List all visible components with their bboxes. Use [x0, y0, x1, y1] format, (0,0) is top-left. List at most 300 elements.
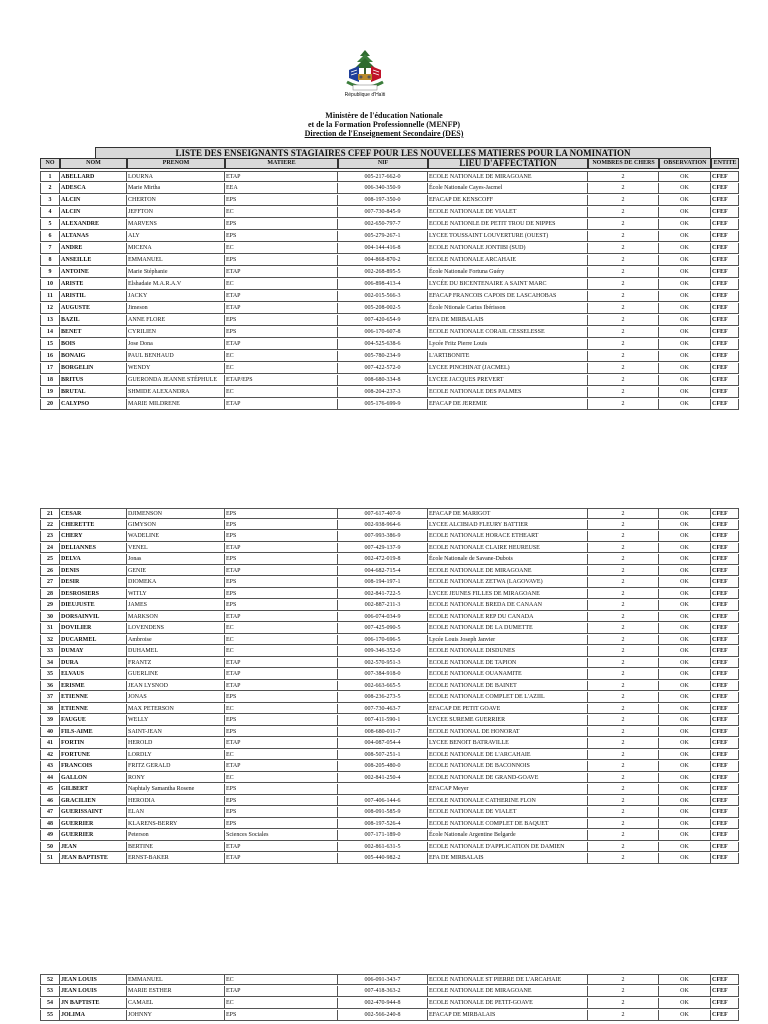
- cell-observation: OK: [659, 623, 711, 634]
- cell-nom: BORGELIN: [60, 363, 127, 374]
- cell-matiere: EC: [225, 646, 338, 657]
- cell-matiere: EPS: [225, 219, 338, 230]
- col-header-lieu: LIEU D'AFFECTATION: [428, 158, 588, 169]
- table-row: [40, 375, 728, 387]
- cell-observation: OK: [659, 171, 711, 182]
- cell-entite: CFEF: [711, 819, 739, 830]
- cell-no: 46: [40, 796, 60, 807]
- cell-no: 7: [40, 243, 60, 254]
- cell-no: 48: [40, 819, 60, 830]
- cell-prenom: SAINT-JEAN: [127, 727, 225, 738]
- cell-observation: OK: [659, 750, 711, 761]
- cell-nombre: 2: [588, 589, 659, 600]
- cell-nom: ALEXANDRE: [60, 219, 127, 230]
- cell-nom: DESIR: [60, 577, 127, 588]
- col-header-nombre: NOMBRES DE CHERS: [588, 158, 659, 169]
- cell-no: 43: [40, 761, 60, 772]
- table-row: [40, 327, 728, 339]
- cell-prenom: DJIMENSON: [127, 508, 225, 519]
- cell-nombre: 2: [588, 531, 659, 542]
- cell-nombre: 2: [588, 255, 659, 266]
- cell-entite: CFEF: [711, 715, 739, 726]
- cell-nom: ETIENNE: [60, 692, 127, 703]
- cell-prenom: LORDLY: [127, 750, 225, 761]
- cell-nom: ANSEILLE: [60, 255, 127, 266]
- cell-prenom: BERTINE: [127, 842, 225, 853]
- cell-prenom: Marie Stéphanie: [127, 267, 225, 278]
- cell-nombre: 2: [588, 183, 659, 194]
- cell-matiere: EPS: [225, 819, 338, 830]
- cell-nom: ARISTIL: [60, 291, 127, 302]
- cell-matiere: ETAP: [225, 658, 338, 669]
- cell-entite: CFEF: [711, 351, 739, 362]
- cell-observation: OK: [659, 796, 711, 807]
- col-header-prenom: PRENOM: [127, 158, 225, 169]
- cell-nom: CESAR: [60, 508, 127, 519]
- cell-nombre: 2: [588, 375, 659, 386]
- cell-nombre: 2: [588, 635, 659, 646]
- cell-nombre: 2: [588, 543, 659, 554]
- table-row: [40, 363, 728, 375]
- cell-nombre: 2: [588, 750, 659, 761]
- cell-lieu: LYCÉE DU BICENTENAIRE A SAINT MARC: [428, 279, 588, 290]
- cell-nif: 007-406-144-6: [338, 796, 428, 807]
- cell-nombre: 2: [588, 363, 659, 374]
- cell-nom: ERISME: [60, 681, 127, 692]
- cell-entite: CFEF: [711, 807, 739, 818]
- cell-entite: CFEF: [711, 267, 739, 278]
- cell-lieu: ECOLE NATIONALE OUANAMITE: [428, 669, 588, 680]
- table-row: [40, 508, 728, 520]
- cell-no: 53: [40, 986, 60, 997]
- cell-matiere: EPS: [225, 807, 338, 818]
- cell-observation: OK: [659, 554, 711, 565]
- cell-prenom: WENDY: [127, 363, 225, 374]
- cell-prenom: Peterson: [127, 830, 225, 841]
- cell-lieu: ECOLE NATIONALE DE VIALET: [428, 207, 588, 218]
- cell-prenom: JEFFTON: [127, 207, 225, 218]
- cell-nom: ABELLARD: [60, 171, 127, 182]
- cell-lieu: Lycée Fritz Pierre Louis: [428, 339, 588, 350]
- cell-nif: 002-861-631-5: [338, 842, 428, 853]
- table-row: [40, 267, 728, 279]
- cell-prenom: ALY: [127, 231, 225, 242]
- cell-no: 22: [40, 520, 60, 531]
- table-row: [40, 842, 728, 854]
- cell-nif: 002-268-895-5: [338, 267, 428, 278]
- cell-nif: 007-418-363-2: [338, 986, 428, 997]
- cell-prenom: MARIE MILDRENE: [127, 399, 225, 410]
- cell-observation: OK: [659, 784, 711, 795]
- cell-matiere: EC: [225, 351, 338, 362]
- cell-nif: 005-780-234-9: [338, 351, 428, 362]
- cell-lieu: Lycée Louis Joseph Janvier: [428, 635, 588, 646]
- cell-nif: 004-868-870-2: [338, 255, 428, 266]
- table-row: [40, 761, 728, 773]
- cell-observation: OK: [659, 842, 711, 853]
- cell-entite: CFEF: [711, 974, 739, 985]
- cell-matiere: EPS: [225, 1010, 338, 1021]
- cell-observation: OK: [659, 646, 711, 657]
- cell-lieu: EFA DE MIRBALAIS: [428, 853, 588, 864]
- cell-matiere: EC: [225, 279, 338, 290]
- cell-observation: OK: [659, 399, 711, 410]
- cell-nif: 007-420-654-9: [338, 315, 428, 326]
- cell-no: 49: [40, 830, 60, 841]
- cell-nif: 005-176-699-9: [338, 399, 428, 410]
- cell-observation: OK: [659, 279, 711, 290]
- cell-lieu: ECOLE NATIONALE ST PIERRE DE L'ARCAHAIE: [428, 974, 588, 985]
- cell-no: 40: [40, 727, 60, 738]
- table-row: [40, 750, 728, 762]
- cell-lieu: ECOLE NATIONALE DE VIALET: [428, 807, 588, 818]
- cell-entite: CFEF: [711, 704, 739, 715]
- cell-observation: OK: [659, 291, 711, 302]
- cell-matiere: ETAP: [225, 669, 338, 680]
- cell-nif: 002-938-964-6: [338, 520, 428, 531]
- cell-observation: OK: [659, 339, 711, 350]
- cell-nom: JEAN BAPTISTE: [60, 853, 127, 864]
- cell-nombre: 2: [588, 738, 659, 749]
- cell-nom: DOVILIER: [60, 623, 127, 634]
- cell-lieu: ECOLE NATIONALE CATHERINE FLON: [428, 796, 588, 807]
- cell-no: 20: [40, 399, 60, 410]
- cell-observation: OK: [659, 566, 711, 577]
- cell-nif: 002-015-566-3: [338, 291, 428, 302]
- cell-matiere: ETAP: [225, 303, 338, 314]
- cell-nombre: 2: [588, 315, 659, 326]
- cell-prenom: ELAN: [127, 807, 225, 818]
- cell-no: 50: [40, 842, 60, 853]
- cell-observation: OK: [659, 531, 711, 542]
- cell-lieu: ECOLE NATIONALE DE LA DUMETTE: [428, 623, 588, 634]
- table-row: [40, 577, 728, 589]
- cell-nif: 002-566-240-8: [338, 1010, 428, 1021]
- col-header-no: NO: [40, 158, 60, 169]
- cell-entite: CFEF: [711, 658, 739, 669]
- cell-lieu: EFACAP DE PETIT GOAVE: [428, 704, 588, 715]
- cell-nom: ANTOINE: [60, 267, 127, 278]
- cell-nombre: 2: [588, 327, 659, 338]
- cell-entite: CFEF: [711, 986, 739, 997]
- cell-entite: CFEF: [711, 520, 739, 531]
- cell-nom: ARISTE: [60, 279, 127, 290]
- cell-no: 4: [40, 207, 60, 218]
- cell-prenom: Marie Mirtha: [127, 183, 225, 194]
- cell-no: 2: [40, 183, 60, 194]
- table-row: [40, 303, 728, 315]
- cell-nom: BONAIG: [60, 351, 127, 362]
- table-row: [40, 243, 728, 255]
- cell-nombre: 2: [588, 796, 659, 807]
- cell-no: 17: [40, 363, 60, 374]
- cell-matiere: EC: [225, 773, 338, 784]
- table-row: [40, 255, 728, 267]
- cell-lieu: ECOLE NATIONALE DE MIRAGOANE: [428, 566, 588, 577]
- cell-lieu: LYCEE ALCIBIAD FLEURY BATTIER: [428, 520, 588, 531]
- cell-entite: CFEF: [711, 219, 739, 230]
- cell-nom: DESROSIERS: [60, 589, 127, 600]
- table-row: [40, 986, 728, 998]
- cell-nombre: 2: [588, 784, 659, 795]
- cell-lieu: EFACAP DE JEREMIE: [428, 399, 588, 410]
- cell-entite: CFEF: [711, 681, 739, 692]
- cell-nif: 007-617-407-9: [338, 508, 428, 519]
- cell-nombre: 2: [588, 727, 659, 738]
- cell-no: 41: [40, 738, 60, 749]
- cell-observation: OK: [659, 986, 711, 997]
- cell-matiere: ETAP: [225, 171, 338, 182]
- cell-observation: OK: [659, 612, 711, 623]
- cell-observation: OK: [659, 267, 711, 278]
- cell-nombre: 2: [588, 646, 659, 657]
- cell-nombre: 2: [588, 554, 659, 565]
- cell-entite: CFEF: [711, 646, 739, 657]
- table-row: [40, 623, 728, 635]
- table-row: [40, 339, 728, 351]
- cell-observation: OK: [659, 207, 711, 218]
- cell-nom: ALCIN: [60, 195, 127, 206]
- cell-nif: 005-208-002-5: [338, 303, 428, 314]
- table-row: [40, 612, 728, 624]
- cell-no: 51: [40, 853, 60, 864]
- cell-observation: OK: [659, 303, 711, 314]
- cell-prenom: VENEL: [127, 543, 225, 554]
- cell-observation: OK: [659, 998, 711, 1009]
- cell-no: 24: [40, 543, 60, 554]
- cell-prenom: DIOMEKA: [127, 577, 225, 588]
- cell-matiere: EC: [225, 635, 338, 646]
- col-header-matiere: MATIERE: [225, 158, 338, 169]
- cell-lieu: LYCEE JACQUES PREVERT: [428, 375, 588, 386]
- cell-nif: 002-841-250-4: [338, 773, 428, 784]
- cell-nombre: 2: [588, 351, 659, 362]
- cell-lieu: ECOLE NATIONALE CLAIRE HEUREUSE: [428, 543, 588, 554]
- cell-nom: GALLON: [60, 773, 127, 784]
- cell-nif: 008-236-273-5: [338, 692, 428, 703]
- cell-nombre: 2: [588, 612, 659, 623]
- cell-lieu: ECOLE NATIONALE DE GRAND-GOAVE: [428, 773, 588, 784]
- cell-matiere: EPS: [225, 796, 338, 807]
- table-row: [40, 738, 728, 750]
- cell-matiere: ETAP: [225, 761, 338, 772]
- cell-lieu: ECOLE NATIONAL DE HONORAT: [428, 727, 588, 738]
- cell-nif: 007-171-189-0: [338, 830, 428, 841]
- cell-nom: CHERETTE: [60, 520, 127, 531]
- cell-no: 54: [40, 998, 60, 1009]
- cell-nif: 007-384-918-0: [338, 669, 428, 680]
- cell-matiere: EPS: [225, 231, 338, 242]
- cell-no: 32: [40, 635, 60, 646]
- cell-entite: CFEF: [711, 600, 739, 611]
- table-row: [40, 195, 728, 207]
- cell-entite: CFEF: [711, 738, 739, 749]
- table-row: [40, 207, 728, 219]
- cell-matiere: EPS: [225, 255, 338, 266]
- cell-lieu: LYCEE JEUNES FILLES DE MIRAGOANE: [428, 589, 588, 600]
- cell-entite: CFEF: [711, 339, 739, 350]
- cell-nombre: 2: [588, 387, 659, 398]
- cell-prenom: RONY: [127, 773, 225, 784]
- cell-entite: CFEF: [711, 635, 739, 646]
- cell-observation: OK: [659, 195, 711, 206]
- cell-observation: OK: [659, 315, 711, 326]
- cell-nombre: 2: [588, 600, 659, 611]
- cell-prenom: Ambroise: [127, 635, 225, 646]
- cell-lieu: LYCEE PINCHINAT (JACMEL): [428, 363, 588, 374]
- cell-no: 9: [40, 267, 60, 278]
- cell-no: 18: [40, 375, 60, 386]
- cell-matiere: EC: [225, 243, 338, 254]
- cell-lieu: LYCEE SUREME GUERRIER: [428, 715, 588, 726]
- cell-no: 37: [40, 692, 60, 703]
- cell-observation: OK: [659, 738, 711, 749]
- cell-observation: OK: [659, 974, 711, 985]
- cell-nom: BRUTAL: [60, 387, 127, 398]
- table-row: [40, 635, 728, 647]
- table-row: [40, 543, 728, 555]
- cell-lieu: ECOLE NATIONALE DISDUNES: [428, 646, 588, 657]
- table-row: [40, 387, 728, 399]
- cell-nom: CALYPSO: [60, 399, 127, 410]
- cell-nombre: 2: [588, 842, 659, 853]
- cell-nif: 006-091-343-7: [338, 974, 428, 985]
- cell-nom: FORTUNE: [60, 750, 127, 761]
- cell-nif: 007-993-386-9: [338, 531, 428, 542]
- cell-prenom: JACKY: [127, 291, 225, 302]
- cell-entite: CFEF: [711, 998, 739, 1009]
- cell-nombre: 2: [588, 658, 659, 669]
- cell-nombre: 2: [588, 508, 659, 519]
- cell-prenom: SHMIDE ALEXANDRA: [127, 387, 225, 398]
- cell-entite: CFEF: [711, 577, 739, 588]
- cell-matiere: ETAP: [225, 339, 338, 350]
- cell-nombre: 2: [588, 566, 659, 577]
- cell-matiere: EPS: [225, 520, 338, 531]
- cell-no: 5: [40, 219, 60, 230]
- cell-prenom: WADELINE: [127, 531, 225, 542]
- table-row: [40, 715, 728, 727]
- table-row: [40, 773, 728, 785]
- cell-lieu: EFACAP DE MIRBALAIS: [428, 1010, 588, 1021]
- cell-lieu: EFACAP DE KENSCOFF: [428, 195, 588, 206]
- cell-lieu: ECOLE NATIONALE DE TAPION: [428, 658, 588, 669]
- cell-entite: CFEF: [711, 612, 739, 623]
- cell-nombre: 2: [588, 807, 659, 818]
- cell-lieu: École Nationale de Savane-Dubois: [428, 554, 588, 565]
- cell-matiere: EPS: [225, 531, 338, 542]
- cell-nombre: 2: [588, 998, 659, 1009]
- cell-nombre: 2: [588, 520, 659, 531]
- cell-entite: CFEF: [711, 363, 739, 374]
- cell-nom: FAUGUE: [60, 715, 127, 726]
- cell-prenom: LOVENDENS: [127, 623, 225, 634]
- ministry-line-3: Direction de l'Enseignement Secondaire (DES): [304, 129, 464, 138]
- cell-prenom: JAMES: [127, 600, 225, 611]
- cell-lieu: EFACAP DE MARIGOT: [428, 508, 588, 519]
- cell-entite: CFEF: [711, 773, 739, 784]
- cell-nom: BENET: [60, 327, 127, 338]
- cell-no: 34: [40, 658, 60, 669]
- cell-nif: 005-217-662-0: [338, 171, 428, 182]
- cell-nif: 006-170-607-8: [338, 327, 428, 338]
- cell-lieu: LYCEE BENOIT BATRAVILLE: [428, 738, 588, 749]
- cell-entite: CFEF: [711, 531, 739, 542]
- cell-prenom: FRITZ GERALD: [127, 761, 225, 772]
- cell-prenom: GUERLINE: [127, 669, 225, 680]
- table-row: [40, 998, 728, 1010]
- cell-no: 45: [40, 784, 60, 795]
- table-row: [40, 784, 728, 796]
- table-row: [40, 1010, 728, 1022]
- cell-prenom: PAUL BENHAUD: [127, 351, 225, 362]
- cell-matiere: EPS: [225, 589, 338, 600]
- cell-entite: CFEF: [711, 291, 739, 302]
- cell-nombre: 2: [588, 303, 659, 314]
- cell-nom: AUGUSTE: [60, 303, 127, 314]
- cell-entite: CFEF: [711, 589, 739, 600]
- cell-nif: 006-074-034-9: [338, 612, 428, 623]
- cell-nom: ETIENNE: [60, 704, 127, 715]
- cell-prenom: KLARENS-BERRY: [127, 819, 225, 830]
- cell-observation: OK: [659, 1010, 711, 1021]
- cell-no: 30: [40, 612, 60, 623]
- cell-nif: 009-346-352-0: [338, 646, 428, 657]
- cell-matiere: ETAP/EPS: [225, 375, 338, 386]
- cell-nombre: 2: [588, 219, 659, 230]
- cell-matiere: EC: [225, 704, 338, 715]
- cell-nif: 007-730-845-9: [338, 207, 428, 218]
- table-row: [40, 796, 728, 808]
- cell-nom: DUMAY: [60, 646, 127, 657]
- cell-prenom: JEAN LYSNOD: [127, 681, 225, 692]
- cell-no: 8: [40, 255, 60, 266]
- cell-observation: OK: [659, 658, 711, 669]
- cell-nif: 006-170-696-5: [338, 635, 428, 646]
- cell-nom: JEAN: [60, 842, 127, 853]
- cell-nif: 002-841-722-5: [338, 589, 428, 600]
- cell-prenom: MARIE ESTHER: [127, 986, 225, 997]
- cell-nombre: 2: [588, 681, 659, 692]
- cell-nom: GUERRIER: [60, 819, 127, 830]
- cell-lieu: ECOLE NATIONALE ARCAHAIE: [428, 255, 588, 266]
- cell-nif: 004-087-054-4: [338, 738, 428, 749]
- cell-matiere: EC: [225, 974, 338, 985]
- cell-nif: 007-411-590-1: [338, 715, 428, 726]
- cell-nombre: 2: [588, 207, 659, 218]
- cell-nif: 008-091-585-9: [338, 807, 428, 818]
- cell-nif: 008-680-334-8: [338, 375, 428, 386]
- cell-observation: OK: [659, 600, 711, 611]
- cell-observation: OK: [659, 508, 711, 519]
- cell-observation: OK: [659, 327, 711, 338]
- cell-lieu: ECOLE NATIONALE CORAIL CESSELESSE: [428, 327, 588, 338]
- cell-prenom: DUHAMEL: [127, 646, 225, 657]
- cell-prenom: JONAS: [127, 692, 225, 703]
- cell-entite: CFEF: [711, 727, 739, 738]
- cell-nombre: 2: [588, 715, 659, 726]
- cell-observation: OK: [659, 853, 711, 864]
- cell-matiere: EPS: [225, 315, 338, 326]
- cell-prenom: EMMANUEL: [127, 974, 225, 985]
- cell-nombre: 2: [588, 195, 659, 206]
- cell-entite: CFEF: [711, 387, 739, 398]
- table-row: [40, 279, 728, 291]
- cell-no: 35: [40, 669, 60, 680]
- cell-matiere: EPS: [225, 784, 338, 795]
- cell-matiere: EPS: [225, 195, 338, 206]
- table-row: [40, 589, 728, 601]
